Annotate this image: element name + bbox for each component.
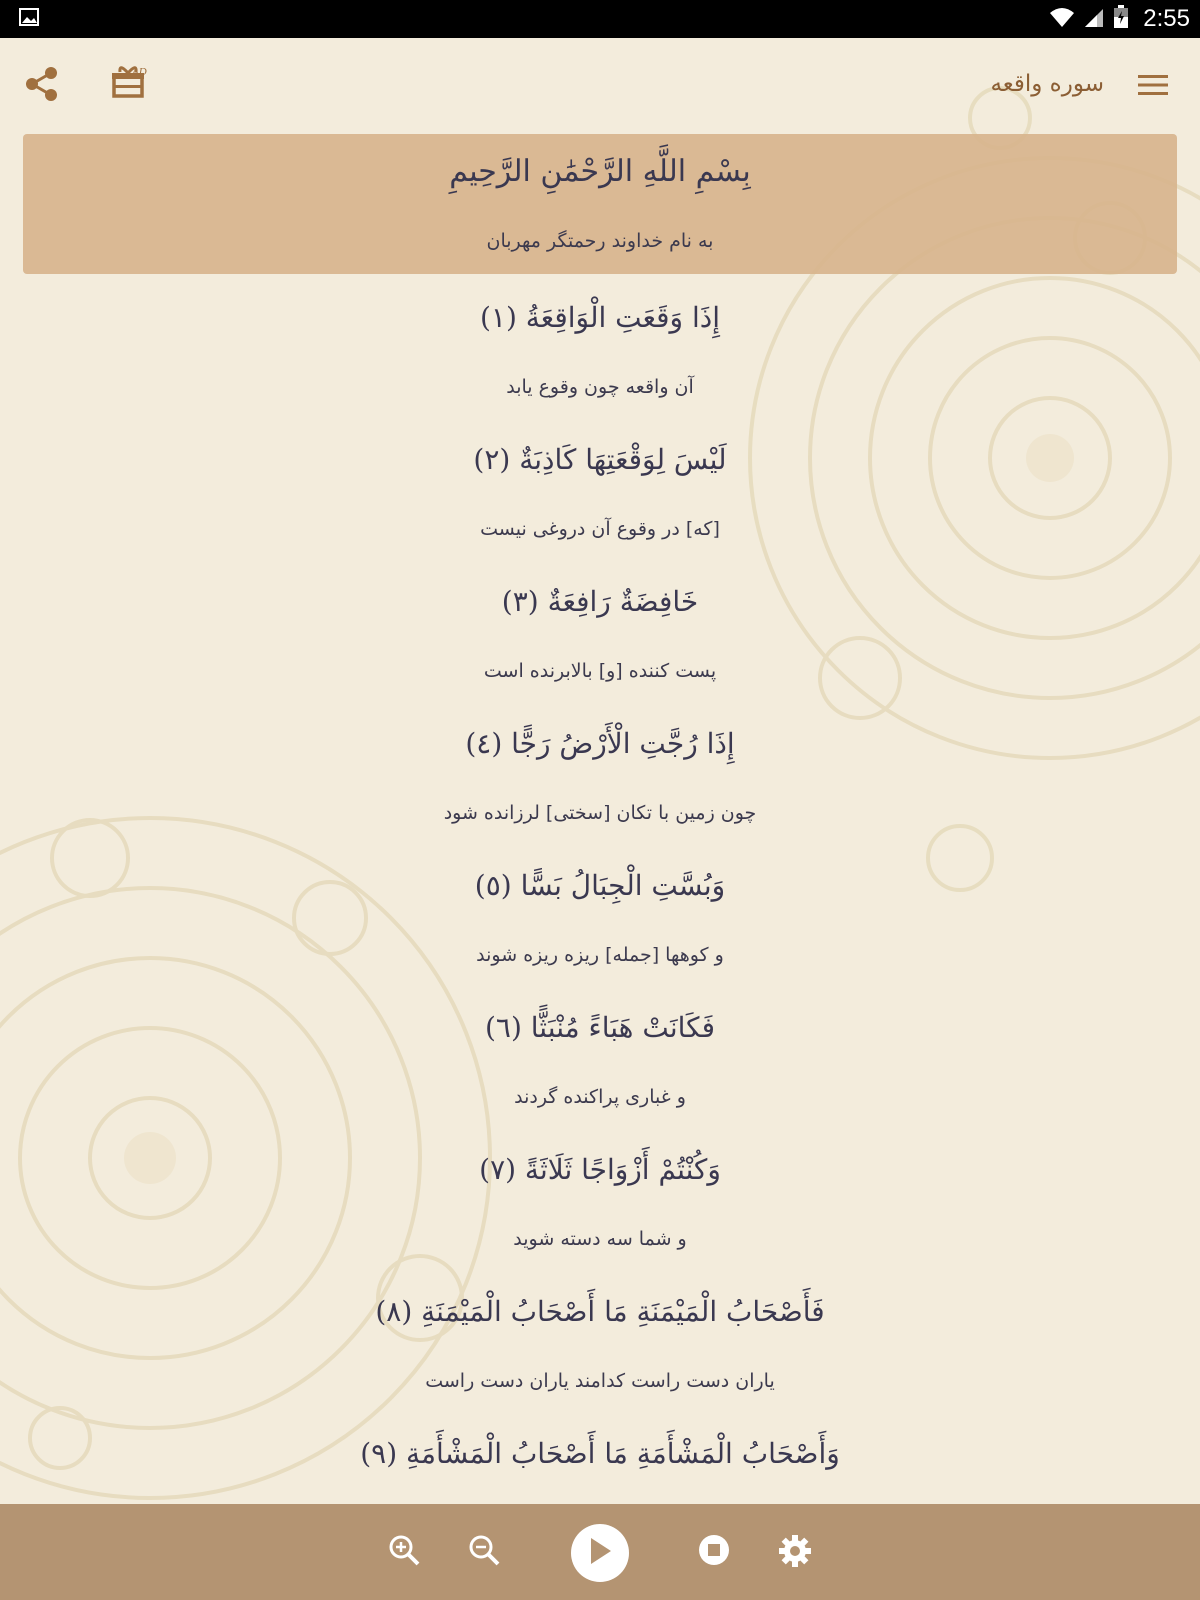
verse-translation: و كوهها [جمله] ريزه ريزه شوند	[476, 944, 724, 966]
verse-translation: چون زمين با تكان [سختى] لرزانده شود	[443, 802, 757, 824]
wifi-icon	[1049, 6, 1075, 32]
status-time: 2:55	[1143, 5, 1190, 32]
settings-button[interactable]	[772, 1530, 818, 1576]
verse-translation: پست كننده [و] بالابرنده است	[483, 660, 717, 682]
verse-arabic: لَيْسَ لِوَقْعَتِهَا كَاذِبَةٌ (٢)	[473, 443, 727, 476]
gallery-icon	[18, 6, 40, 32]
ad-label: AD	[132, 66, 147, 78]
verse-arabic: فَأَصْحَابُ الْمَيْمَنَةِ مَا أَصْحَابُ الْمَيْمَنَةِ (٨)	[375, 1295, 825, 1328]
verse-arabic: وَكُنْتُمْ أَزْوَاجًا ثَلَاثَةً (٧)	[479, 1153, 721, 1186]
zoom-out-button[interactable]	[462, 1530, 506, 1574]
status-bar	[0, 0, 1200, 38]
bismillah-arabic: بِسْمِ اللَّهِ الرَّحْمَٰنِ الرَّحِيمِ	[449, 154, 751, 189]
verse-translation: ياران دست راست كدامند ياران دست راست	[425, 1370, 775, 1392]
player-bar	[0, 1504, 1200, 1600]
verse-arabic: فَكَانَتْ هَبَاءً مُنْبَثًّا (٦)	[484, 1011, 716, 1044]
stop-button[interactable]	[692, 1530, 736, 1574]
verse-translation: آن واقعه چون وقوع یابد	[506, 376, 694, 398]
verse-arabic: وَبُسَّتِ الْجِبَالُ بَسًّا (٥)	[474, 869, 726, 902]
stop-icon	[698, 1534, 730, 1570]
menu-button[interactable]	[1130, 64, 1176, 110]
battery-icon	[1113, 5, 1129, 33]
ad-button[interactable]	[94, 58, 162, 110]
verse-arabic: وَأَصْحَابُ الْمَشْأَمَةِ مَا أَصْحَابُ الْمَشْأَمَةِ (٩)	[360, 1437, 840, 1470]
play-icon	[587, 1536, 613, 1570]
verse-arabic: خَافِضَةٌ رَافِعَةٌ (٣)	[501, 585, 699, 618]
gear-icon	[778, 1534, 812, 1572]
zoom-in-button[interactable]	[382, 1530, 426, 1574]
page-title: سوره واقعه	[990, 71, 1104, 97]
verse-arabic: إِذَا وَقَعَتِ الْوَاقِعَةُ (١)	[479, 301, 720, 334]
menu-icon	[1138, 73, 1168, 101]
share-icon	[25, 66, 59, 106]
signal-icon	[1083, 6, 1105, 32]
zoom-in-icon	[388, 1534, 420, 1570]
zoom-out-icon	[468, 1534, 500, 1570]
play-button[interactable]	[571, 1524, 629, 1582]
bismillah-translation: به نام خداوند رحمتگر مهربان	[486, 230, 714, 252]
verse-translation: و غبارى پراكنده گردند	[514, 1086, 686, 1108]
app-bar	[0, 38, 1200, 132]
verse-arabic: إِذَا رُجَّتِ الْأَرْضُ رَجًّا (٤)	[465, 727, 735, 760]
verse-translation: و شما سه دسته شويد	[513, 1228, 687, 1250]
verse-translation: [كه] در وقوع آن دروغى نيست	[480, 518, 720, 540]
share-button[interactable]	[18, 62, 66, 110]
bismillah-card	[23, 134, 1177, 274]
